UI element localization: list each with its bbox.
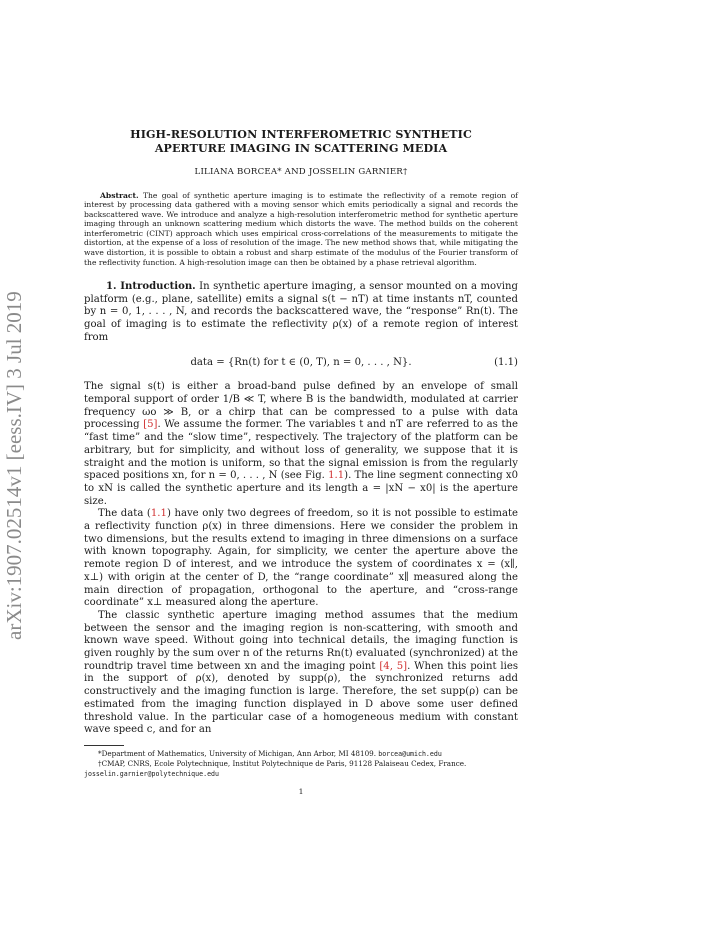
para4-text-a: The classic synthetic aperture imaging method assumes that the medium between the sensor and the imaging region is non-scattering, with smooth and known wave speed. Without going into technical details, the imaging function is given roughly by the sum over n of the returns Rn(t) evaluated (synchronized) at the roundtrip travel time between xn and the imaging point (84, 609, 518, 672)
para3-text-b: ) have only two degrees of freedom, so it is not possible to estimate a reflectivity function ρ(x) in three dimensions. Here we consider the problem in two dimensions, but the results extend to imaging in three dimensions on a surface with known topography. Again, for simplicity, we center the aperture above the remote region D of interest, and we introduce the system of coordinates x = (x∥, x⊥) with origin at the center of D, the “range coordinate” x∥ measured along the main direction of propagation, orthogonal to the aperture, and “cross-range coordinate” x⊥ measured along the aperture. (84, 508, 518, 609)
figure-link-1-1[interactable]: 1.1 (328, 470, 345, 482)
paragraph-signal (84, 381, 518, 508)
para2-text-b: . We assume the former. The variables t and nT are referred to as the “fast time” and the “slow time”, respectively. The trajectory of the platform can be arbitrary, but for simplicity, and without loss of generality, we suppose that it is straight and the motion is uniform, so that the signal emission is from the regularly spaced positions xn, for n = 0, . . . , N (see Fig. (84, 419, 518, 482)
title-line-1: HIGH-RESOLUTION INTERFEROMETRIC SYNTHETIC (130, 128, 472, 141)
footnote-2 (84, 759, 518, 779)
citation-link-4-5[interactable]: [4, 5] (379, 660, 408, 672)
paper-title (84, 128, 518, 155)
citation-link-5[interactable]: [5] (143, 419, 158, 431)
arxiv-identifier-stamp: arXiv:1907.02514v1 [eess.IV] 3 Jul 2019 (2, 291, 26, 640)
author-list: LILIANA BORCEA* AND JOSSELIN GARNIER† (194, 167, 408, 177)
para3-text-a: The data ( (98, 508, 151, 520)
footnote-2-email[interactable]: josselin.garnier@polytechnique.edu (84, 769, 219, 778)
footnote-rule (84, 745, 124, 746)
title-line-2: APERTURE IMAGING IN SCATTERING MEDIA (154, 141, 448, 155)
para4-text-b: . When this point lies in the support of ρ(x), denoted by supp(ρ), the synchronized returns add constructively and the imaging function is large. Therefore, the set supp(ρ) can be estimated from the imaging function displayed in D above some user defined threshold value. In the particular case of a homogeneous medium with constant wave speed c, and for an (84, 660, 518, 736)
para2-text-a: The signal s(t) is either a broad-band pulse defined by an envelope of small temporal support of order 1/B ≪ T, where B is the bandwidth, modulated at carrier frequency ωo ≫ B, or a chirp that can be compressed to a pulse with data processing (84, 381, 518, 431)
paragraph-classic-method (84, 610, 518, 737)
footnote-2-text: †CMAP, CNRS, Ecole Polytechnique, Institut Polytechnique de Paris, 91128 Palaiseau Cedex, France. (98, 759, 467, 769)
equation-link-1-1[interactable]: 1.1 (150, 508, 167, 520)
equation-number: (1.1) (494, 356, 518, 368)
footnote-1-email[interactable]: borcea@umich.edu (378, 749, 442, 758)
footnotes (84, 749, 518, 779)
section-heading: 1. Introduction. (106, 281, 196, 293)
para2-text-c: ). The line segment connecting x0 to xN is called the synthetic aperture and its length a = |xN − x0| is the aperture size. (84, 470, 519, 507)
page-number: 1 (298, 786, 304, 796)
abstract-text: The goal of synthetic aperture imaging is to estimate the reflectivity of a remote region of interest by processing data gathered with a moving sensor which emits periodically a signal and records the backscattered wave. We introduce and analyze a high-resolution interferometric method for synthetic aperture imaging through an unknown scattering medium which distorts the wave. The method builds on the coherent interferometric (CINT) approach which uses empirical cross-correlations of the measurements to mitigate the distortion, at the expense of a loss of resolution of the image. The new method shows that, while mitigating the wave distortion, it is possible to obtain a robust and sharp estimate of the modulus of the Fourier transform of the reflectivity function. A high-resolution image can then be obtained by a phase retrieval algorithm. (84, 190, 518, 267)
footnote-1-text: *Department of Mathematics, University of Michigan, Ann Arbor, MI 48109. (98, 748, 379, 758)
abstract (84, 191, 518, 267)
paragraph-data (84, 508, 518, 610)
paper-page (84, 124, 518, 799)
introduction-section (84, 281, 518, 345)
equation-1-1 (84, 357, 518, 370)
footnote-1 (84, 749, 518, 759)
abstract-label: Abstract. (100, 190, 139, 200)
equation-body: data = {Rn(t) for t ∈ (0, T), n = 0, . . . , N}. (190, 356, 412, 368)
intro-paragraph: In synthetic aperture imaging, a sensor mounted on a moving platform (e.g., plane, satellite) emits a signal s(t − nT) at time instants nT, counted by n = 0, 1, . . . , N, and records the backscattered wave, the “response” Rn(t). The goal of imaging is to estimate the reflectivity ρ(x) of a remote region of interest from (84, 281, 518, 343)
